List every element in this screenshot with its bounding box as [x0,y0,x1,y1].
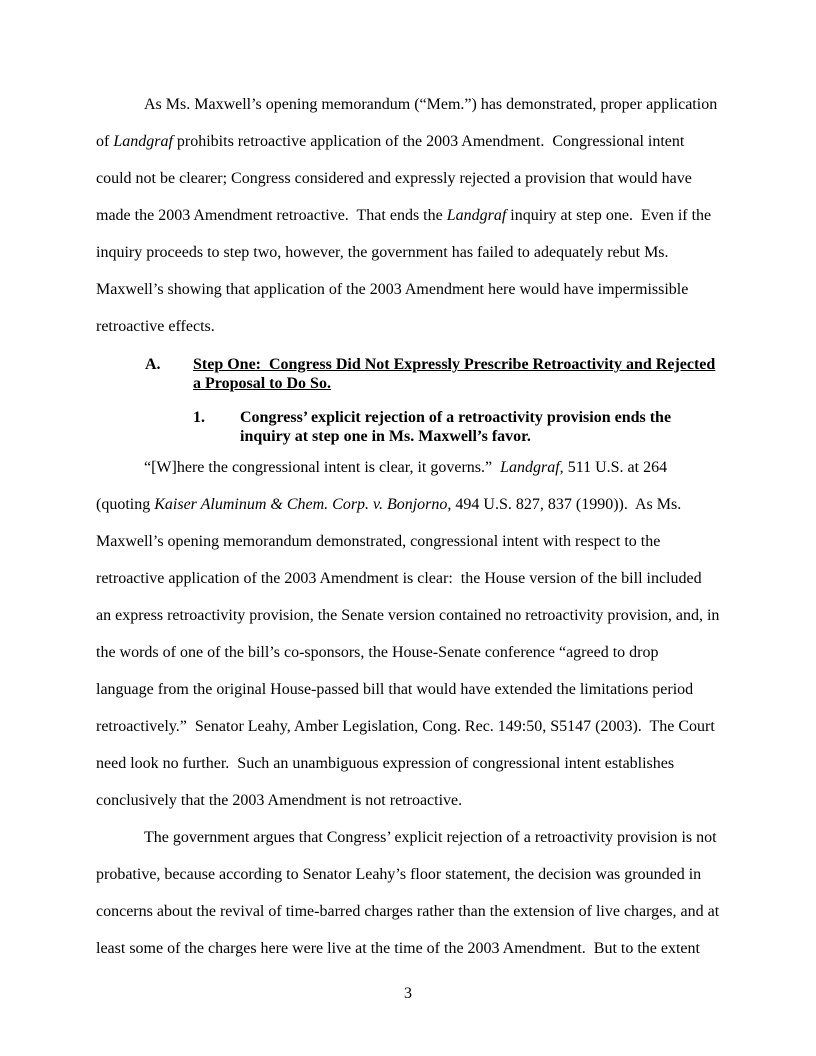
text-line: made the 2003 Amendment retroactive. That ends the Landgraf inquiry at step one. Even if the [96,207,712,224]
heading-section-A [96,355,720,393]
text-line: Maxwell’s showing that application of the 2003 Amendment here would have impermissible [96,281,689,298]
text-line: concerns about the revival of time-barred charges rather than the extension of live charges, and at [96,903,720,920]
heading-line: inquiry at step one in Ms. Maxwell’s favor. [240,428,531,445]
heading-subsection-1 [96,408,720,446]
text-line: conclusively that the 2003 Amendment is not retroactive. [96,792,463,809]
text-line: could not be clearer; Congress considered and expressly rejected a provision that would have [96,170,692,187]
text-line: need look no further. Such an unambiguous expression of congressional intent establishes [96,755,675,772]
text-line: retroactive effects. [96,318,215,335]
text-line: language from the original House-passed bill that would have extended the limitations period [96,681,694,698]
heading-line: a Proposal to Do So. [193,375,331,392]
page-number: 3 [404,985,412,1002]
paragraph-government-argument [96,819,720,967]
text-line: retroactive application of the 2003 Amendment is clear: the House version of the bill included [96,570,702,587]
heading-label: A. [145,356,161,373]
text-line: of Landgraf prohibits retroactive application of the 2003 Amendment. Congressional intent [96,133,685,150]
italic-text: Landgraf, [500,459,564,476]
text-line: an express retroactivity provision, the Senate version contained no retroactivity provision, and, in [96,607,720,624]
italic-text: Kaiser Aluminum & Chem. Corp. v. Bonjorno, [154,496,452,513]
italic-text: Landgraf [446,207,507,224]
heading-label: 1. [193,409,205,426]
text-line: retroactively.” Senator Leahy, Amber Legislation, Cong. Rec. 149:50, S5147 (2003). The Court [96,718,715,735]
text-line: least some of the charges here were live at the time of the 2003 Amendment. But to the extent [96,940,700,957]
italic-text: Landgraf [113,133,173,150]
paragraph-congressional-intent [96,449,720,819]
paragraph-intro [96,86,720,345]
heading-line: Step One: Congress Did Not Expressly Prescribe Retroactivity and Rejected [193,356,716,373]
heading-lines [193,355,720,393]
text-line: The government argues that Congress’ explicit rejection of a retroactivity provision is not [144,829,717,846]
text-line: (quoting Kaiser Aluminum & Chem. Corp. v. Bonjorno, 494 U.S. 827, 837 (1990)). As Ms. [96,496,682,513]
heading-lines [240,408,720,446]
heading-line: Congress’ explicit rejection of a retroactivity provision ends the [240,409,672,426]
text-line: As Ms. Maxwell’s opening memorandum (“Mem.”) has demonstrated, proper application [144,96,718,113]
text-line: the words of one of the bill’s co-sponsors, the House-Senate conference “agreed to drop [96,644,659,661]
text-line: “[W]here the congressional intent is clear, it governs.” Landgraf, 511 U.S. at 264 [144,459,668,476]
document-content [96,86,720,967]
text-line: inquiry proceeds to step two, however, the government has failed to adequately rebut Ms. [96,244,669,261]
text-line: Maxwell’s opening memorandum demonstrated, congressional intent with respect to the [96,533,661,550]
text-line: probative, because according to Senator Leahy’s floor statement, the decision was grounded in [96,866,702,883]
